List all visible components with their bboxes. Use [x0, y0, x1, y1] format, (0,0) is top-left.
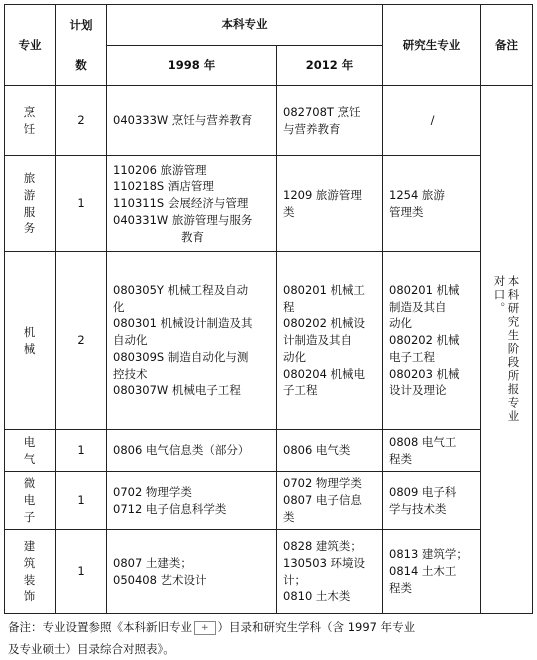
document	[4, 4, 532, 660]
cell-line: 080301 机械设计制造及其	[113, 316, 253, 331]
cell-u1998	[107, 156, 277, 252]
cell-major	[5, 252, 56, 430]
cell-line: 0807 电子信息	[283, 493, 362, 508]
cell-graduate	[383, 156, 481, 252]
cell-line: 动化	[283, 349, 306, 364]
footer-line2: 及专业硕士）目录综合对照表》。	[8, 642, 175, 656]
cell-u2012	[277, 252, 383, 430]
major-name: 烹饪	[23, 104, 37, 136]
cell-line: 080201 机械	[389, 283, 460, 298]
cell-line: 0809 电子科	[389, 484, 457, 499]
cell-line: 设计及理论	[389, 383, 447, 398]
table-row	[5, 530, 533, 614]
cell-line: 080309S 制造自动化与测	[113, 349, 249, 364]
cell-line: 0806 电气类	[283, 443, 351, 458]
cell-u1998	[107, 472, 277, 530]
cell-line: 管理类	[389, 204, 424, 219]
footer-part1: 备注：专业设置参照《本科新旧专业	[8, 620, 192, 634]
cell-line: 0813 建筑学；	[389, 547, 468, 562]
cell-line: 类	[283, 204, 295, 219]
cell-line: 程	[283, 299, 295, 314]
cell-plan: 1	[56, 430, 107, 472]
cell-line: 计制造及其自	[283, 333, 352, 348]
cell-u1998	[107, 252, 277, 430]
cell-line: 0808 电气工	[389, 434, 457, 449]
header-plan	[56, 5, 107, 86]
header-1998: 1998 年	[107, 45, 277, 86]
cell-line: 080305Y 机械工程及自动	[113, 283, 249, 298]
cell-major	[5, 530, 56, 614]
cell-line: 0814 土木工	[389, 564, 457, 579]
major-name: 电气	[23, 434, 37, 466]
cell-plan: 2	[56, 252, 107, 430]
cell-graduate	[383, 86, 481, 156]
cell-line: 110206 旅游管理	[113, 162, 207, 177]
cell-u2012	[277, 156, 383, 252]
table-row	[5, 252, 533, 430]
cell-line: 子工程	[283, 383, 318, 398]
cell-line: 程类	[389, 580, 412, 595]
cell-major	[5, 430, 56, 472]
cell-line: 1254 旅游	[389, 187, 445, 202]
table-row	[5, 472, 533, 530]
cell-line: /	[430, 113, 435, 128]
cell-major	[5, 472, 56, 530]
header-plan-top: 计划	[69, 18, 93, 32]
cell-u2012	[277, 472, 383, 530]
header-row-top	[5, 5, 533, 46]
header-2012: 2012 年	[277, 45, 383, 86]
cell-line: 082708T 烹饪	[283, 104, 361, 119]
cell-line: 制造及其自	[389, 299, 447, 314]
cell-plan: 1	[56, 472, 107, 530]
cell-line: 学与技术类	[389, 501, 447, 516]
cell-line: 0810 土木类	[283, 589, 351, 604]
cell-major	[5, 156, 56, 252]
cell-line: 计；	[283, 572, 306, 587]
header-major: 专业	[5, 5, 56, 86]
header-graduate: 研究生专业	[383, 5, 481, 86]
cell-line: 080202 机械	[389, 333, 460, 348]
cell-plan: 1	[56, 156, 107, 252]
cell-u1998	[107, 530, 277, 614]
major-name: 旅游服务	[23, 171, 37, 236]
major-name: 机械	[23, 324, 37, 356]
cell-line: 自动化	[113, 333, 148, 348]
cell-line: 080202 机械设	[283, 316, 366, 331]
cell-graduate	[383, 530, 481, 614]
cell-line: 110218S 酒店管理	[113, 179, 214, 194]
cell-line: 040331W 旅游管理与服务	[113, 212, 253, 227]
cell-line: 化	[113, 299, 125, 314]
cell-graduate	[383, 430, 481, 472]
cell-line: 控技术	[113, 366, 148, 381]
cell-line: 080307W 机械电子工程	[113, 383, 241, 398]
cell-u1998	[107, 430, 277, 472]
cell-line: 电子工程	[389, 349, 435, 364]
header-undergrad: 本科专业	[107, 5, 383, 46]
cell-line: 程类	[389, 451, 412, 466]
cell-line: 0702 物理学类	[283, 476, 362, 491]
cell-line: 080203 机械	[389, 366, 460, 381]
major-comparison-table	[4, 4, 533, 614]
table-row	[5, 156, 533, 252]
cell-line: 0712 电子信息科学类	[113, 501, 227, 516]
cell-line: 0807 土建类；	[113, 555, 192, 570]
cell-u1998	[107, 86, 277, 156]
table-row	[5, 430, 533, 472]
cell-line: 080204 机械电	[283, 366, 366, 381]
cell-u2012	[277, 530, 383, 614]
cell-line: 动化	[389, 316, 412, 331]
footer-part2: ）目录和研究生学科（含 1997 年专业	[217, 620, 416, 634]
cell-line: 040333W 烹饪与营养教育	[113, 113, 253, 128]
cell-graduate	[383, 472, 481, 530]
cell-remarks	[481, 86, 533, 614]
cell-plan: 1	[56, 530, 107, 614]
major-name: 微电子	[23, 476, 37, 524]
cell-graduate	[383, 252, 481, 430]
cell-u2012	[277, 430, 383, 472]
cell-plan: 2	[56, 86, 107, 156]
cell-line: 与营养教育	[283, 121, 341, 136]
cell-line: 050408 艺术设计	[113, 572, 207, 587]
cell-line: 类	[283, 509, 295, 524]
major-name: 建筑装饰	[23, 539, 37, 604]
cell-major	[5, 86, 56, 156]
cell-line: 0806 电气信息类（部分）	[113, 443, 250, 458]
header-remarks: 备注	[481, 5, 533, 86]
expand-tab[interactable]: +	[194, 621, 216, 635]
cell-line: 0702 物理学类	[113, 484, 192, 499]
remark-note: 本科研究生阶段所报专业对口。	[492, 274, 521, 423]
table-row	[5, 86, 533, 156]
cell-line: 0828 建筑类；	[283, 539, 362, 554]
cell-line: 080201 机械工	[283, 283, 366, 298]
cell-line: 130503 环境设	[283, 555, 366, 570]
header-plan-bottom: 数	[75, 58, 87, 72]
cell-line: 1209 旅游管理	[283, 187, 362, 202]
cell-line: 110311S 会展经济与管理	[113, 196, 249, 211]
cell-line: 教育	[181, 229, 204, 244]
cell-u2012	[277, 86, 383, 156]
footer-note	[4, 614, 532, 660]
